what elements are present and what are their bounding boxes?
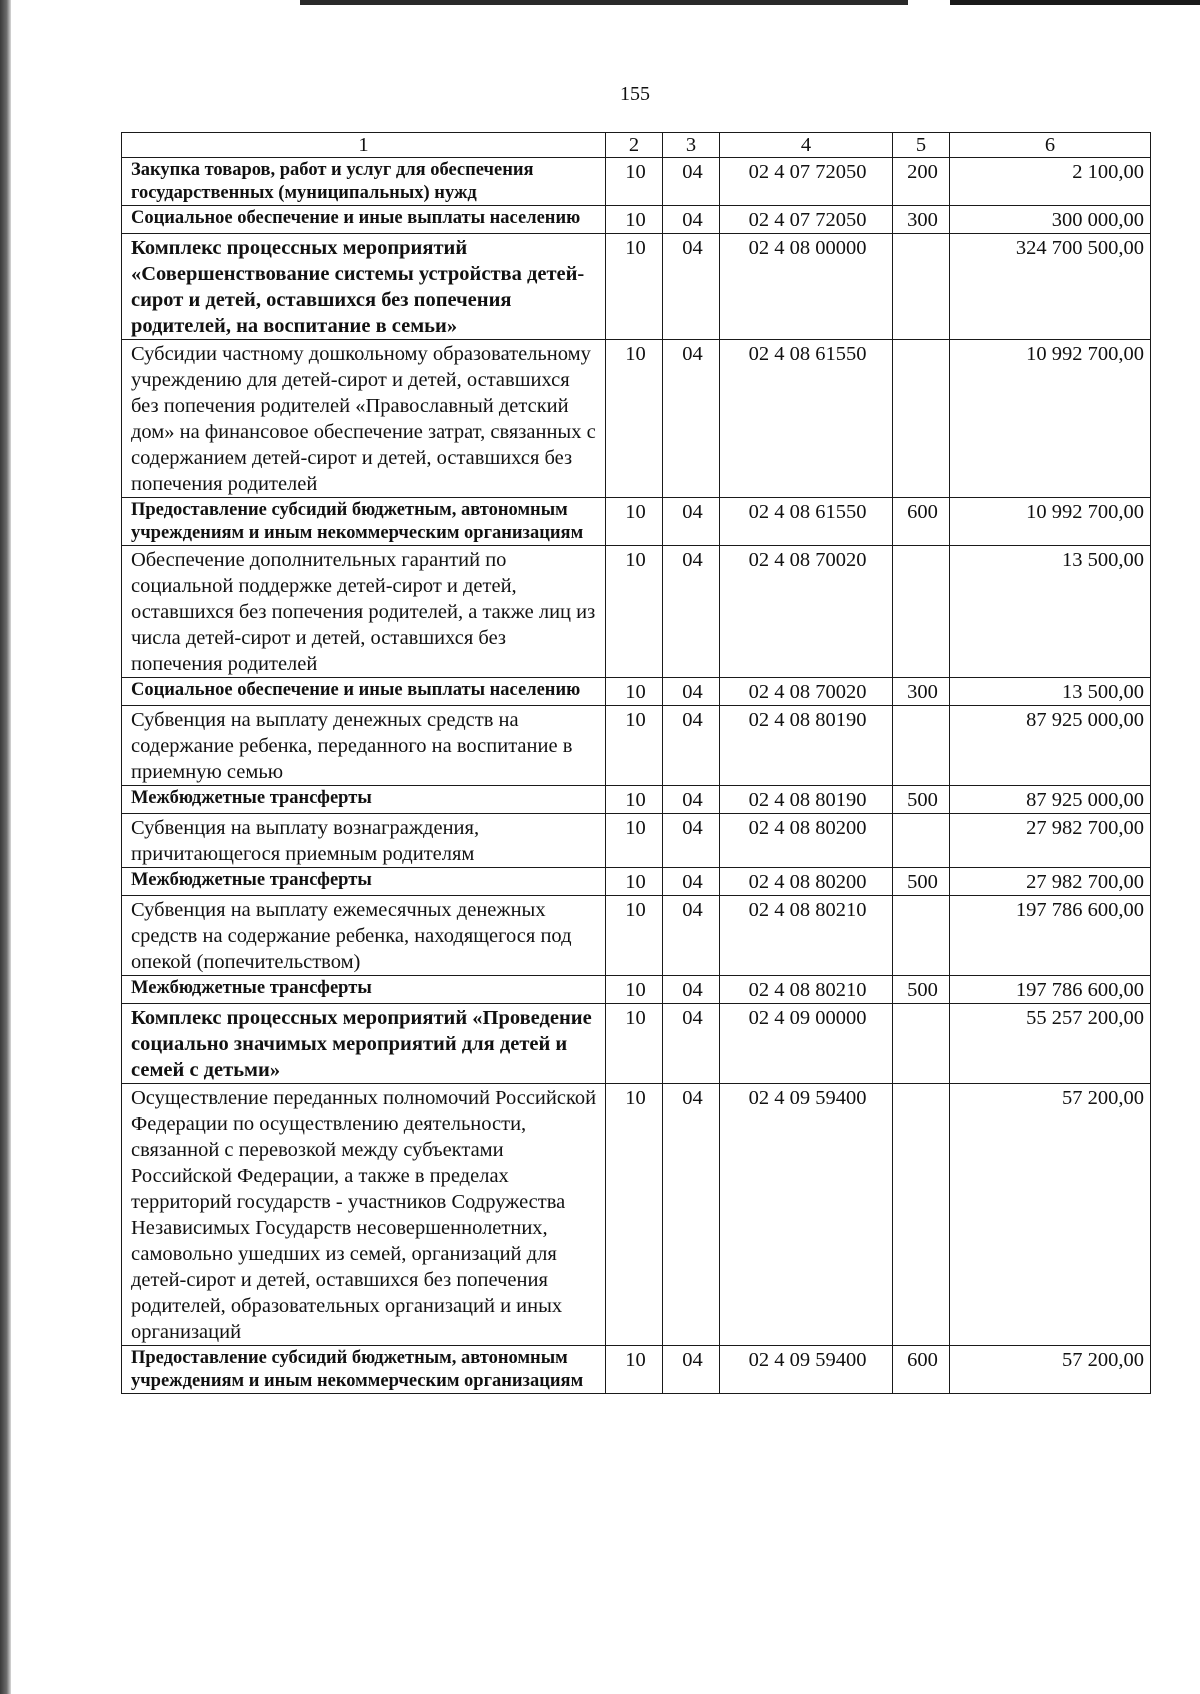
table-header-row xyxy=(122,133,1151,158)
section-code: 10 xyxy=(606,158,663,206)
subsection-code: 04 xyxy=(663,976,720,1004)
expense-type-code: 500 xyxy=(893,976,950,1004)
budget-table xyxy=(121,132,1151,1394)
row-name: Межбюджетные трансферты xyxy=(122,786,606,814)
column-header-6: 6 xyxy=(950,133,1151,158)
subsection-code: 04 xyxy=(663,1004,720,1084)
subsection-code: 04 xyxy=(663,706,720,786)
table-row xyxy=(122,498,1151,546)
subsection-code: 04 xyxy=(663,546,720,678)
row-name: Осуществление переданных полномочий Российской Федерации по осуществлению деятельности, связанной с перевозкой между субъектами Российской Федерации, а также в пределах территорий государств - участников Содружества Независимых Государств несовершеннолетних, самовольно ушедших из семей, организаций для детей-сирот и детей, оставшихся без попечения родителей, образовательных организаций и иных организаций xyxy=(122,1084,606,1346)
expense-type-code: 600 xyxy=(893,1346,950,1394)
table-row xyxy=(122,1084,1151,1346)
amount: 13 500,00 xyxy=(950,678,1151,706)
section-code: 10 xyxy=(606,206,663,234)
amount: 87 925 000,00 xyxy=(950,786,1151,814)
subsection-code: 04 xyxy=(663,814,720,868)
table-row xyxy=(122,1004,1151,1084)
table-row xyxy=(122,786,1151,814)
table-row xyxy=(122,706,1151,786)
section-code: 10 xyxy=(606,340,663,498)
column-header-1: 1 xyxy=(122,133,606,158)
amount: 57 200,00 xyxy=(950,1084,1151,1346)
section-code: 10 xyxy=(606,706,663,786)
target-article-code: 02 4 08 80210 xyxy=(720,896,893,976)
amount: 197 786 600,00 xyxy=(950,976,1151,1004)
target-article-code: 02 4 08 80200 xyxy=(720,814,893,868)
row-name: Предоставление субсидий бюджетным, автономным учреждениям и иным некоммерческим организациям xyxy=(122,498,606,546)
amount: 324 700 500,00 xyxy=(950,234,1151,340)
amount: 87 925 000,00 xyxy=(950,706,1151,786)
section-code: 10 xyxy=(606,678,663,706)
target-article-code: 02 4 07 72050 xyxy=(720,206,893,234)
target-article-code: 02 4 09 00000 xyxy=(720,1004,893,1084)
table-row xyxy=(122,896,1151,976)
table-row xyxy=(122,678,1151,706)
section-code: 10 xyxy=(606,1004,663,1084)
target-article-code: 02 4 09 59400 xyxy=(720,1346,893,1394)
expense-type-code: 300 xyxy=(893,678,950,706)
scan-top-bar xyxy=(950,0,1200,5)
column-header-2: 2 xyxy=(606,133,663,158)
expense-type-code xyxy=(893,1004,950,1084)
row-name: Субсидии частному дошкольному образовательному учреждению для детей-сирот и детей, оставшихся без попечения родителей «Православный детский дом» на финансовое обеспечение затрат, связанных с содержанием детей-сирот и детей, оставшихся без попечения родителей xyxy=(122,340,606,498)
expense-type-code: 500 xyxy=(893,786,950,814)
expense-type-code xyxy=(893,896,950,976)
target-article-code: 02 4 08 80190 xyxy=(720,786,893,814)
expense-type-code xyxy=(893,546,950,678)
column-header-4: 4 xyxy=(720,133,893,158)
table-row xyxy=(122,158,1151,206)
row-name: Предоставление субсидий бюджетным, автономным учреждениям и иным некоммерческим организациям xyxy=(122,1346,606,1394)
expense-type-code xyxy=(893,1084,950,1346)
row-name: Обеспечение дополнительных гарантий по социальной поддержке детей-сирот и детей, оставшихся без попечения родителей, а также лиц из числа детей-сирот и детей, оставшихся без попечения родителей xyxy=(122,546,606,678)
section-code: 10 xyxy=(606,786,663,814)
subsection-code: 04 xyxy=(663,678,720,706)
target-article-code: 02 4 08 70020 xyxy=(720,678,893,706)
amount: 27 982 700,00 xyxy=(950,868,1151,896)
table-row xyxy=(122,234,1151,340)
table-row xyxy=(122,546,1151,678)
row-name: Социальное обеспечение и иные выплаты населению xyxy=(122,678,606,706)
expense-type-code: 500 xyxy=(893,868,950,896)
subsection-code: 04 xyxy=(663,498,720,546)
expense-type-code xyxy=(893,814,950,868)
scan-edge-shadow xyxy=(0,0,11,1694)
table-row xyxy=(122,976,1151,1004)
subsection-code: 04 xyxy=(663,340,720,498)
table-row xyxy=(122,206,1151,234)
expense-type-code: 300 xyxy=(893,206,950,234)
target-article-code: 02 4 08 80200 xyxy=(720,868,893,896)
amount: 55 257 200,00 xyxy=(950,1004,1151,1084)
target-article-code: 02 4 08 70020 xyxy=(720,546,893,678)
table-row xyxy=(122,868,1151,896)
section-code: 10 xyxy=(606,868,663,896)
row-name: Субвенция на выплату ежемесячных денежных средств на содержание ребенка, находящегося под опекой (попечительством) xyxy=(122,896,606,976)
amount: 10 992 700,00 xyxy=(950,340,1151,498)
row-name: Межбюджетные трансферты xyxy=(122,868,606,896)
section-code: 10 xyxy=(606,498,663,546)
row-name: Субвенция на выплату вознаграждения, причитающегося приемным родителям xyxy=(122,814,606,868)
subsection-code: 04 xyxy=(663,1346,720,1394)
row-name: Социальное обеспечение и иные выплаты населению xyxy=(122,206,606,234)
subsection-code: 04 xyxy=(663,1084,720,1346)
section-code: 10 xyxy=(606,1346,663,1394)
target-article-code: 02 4 08 61550 xyxy=(720,340,893,498)
target-article-code: 02 4 09 59400 xyxy=(720,1084,893,1346)
section-code: 10 xyxy=(606,814,663,868)
expense-type-code xyxy=(893,234,950,340)
row-name: Комплекс процессных мероприятий «Совершенствование системы устройства детей-сирот и детей, оставшихся без попечения родителей, на воспитание в семьи» xyxy=(122,234,606,340)
target-article-code: 02 4 08 80210 xyxy=(720,976,893,1004)
subsection-code: 04 xyxy=(663,206,720,234)
section-code: 10 xyxy=(606,546,663,678)
subsection-code: 04 xyxy=(663,234,720,340)
amount: 2 100,00 xyxy=(950,158,1151,206)
amount: 300 000,00 xyxy=(950,206,1151,234)
section-code: 10 xyxy=(606,976,663,1004)
target-article-code: 02 4 08 80190 xyxy=(720,706,893,786)
amount: 27 982 700,00 xyxy=(950,814,1151,868)
target-article-code: 02 4 07 72050 xyxy=(720,158,893,206)
scan-top-bar xyxy=(300,0,908,5)
table-row xyxy=(122,1346,1151,1394)
subsection-code: 04 xyxy=(663,786,720,814)
amount: 57 200,00 xyxy=(950,1346,1151,1394)
section-code: 10 xyxy=(606,234,663,340)
column-header-3: 3 xyxy=(663,133,720,158)
row-name: Комплекс процессных мероприятий «Проведение социально значимых мероприятий для детей и семей с детьми» xyxy=(122,1004,606,1084)
subsection-code: 04 xyxy=(663,868,720,896)
target-article-code: 02 4 08 00000 xyxy=(720,234,893,340)
section-code: 10 xyxy=(606,896,663,976)
expense-type-code: 200 xyxy=(893,158,950,206)
expense-type-code: 600 xyxy=(893,498,950,546)
page-number: 155 xyxy=(620,83,650,105)
amount: 10 992 700,00 xyxy=(950,498,1151,546)
amount: 197 786 600,00 xyxy=(950,896,1151,976)
table-row xyxy=(122,340,1151,498)
column-header-5: 5 xyxy=(893,133,950,158)
expense-type-code xyxy=(893,340,950,498)
section-code: 10 xyxy=(606,1084,663,1346)
subsection-code: 04 xyxy=(663,158,720,206)
row-name: Субвенция на выплату денежных средств на содержание ребенка, переданного на воспитание в приемную семью xyxy=(122,706,606,786)
subsection-code: 04 xyxy=(663,896,720,976)
row-name: Закупка товаров, работ и услуг для обеспечения государственных (муниципальных) нужд xyxy=(122,158,606,206)
amount: 13 500,00 xyxy=(950,546,1151,678)
row-name: Межбюджетные трансферты xyxy=(122,976,606,1004)
target-article-code: 02 4 08 61550 xyxy=(720,498,893,546)
table-row xyxy=(122,814,1151,868)
expense-type-code xyxy=(893,706,950,786)
